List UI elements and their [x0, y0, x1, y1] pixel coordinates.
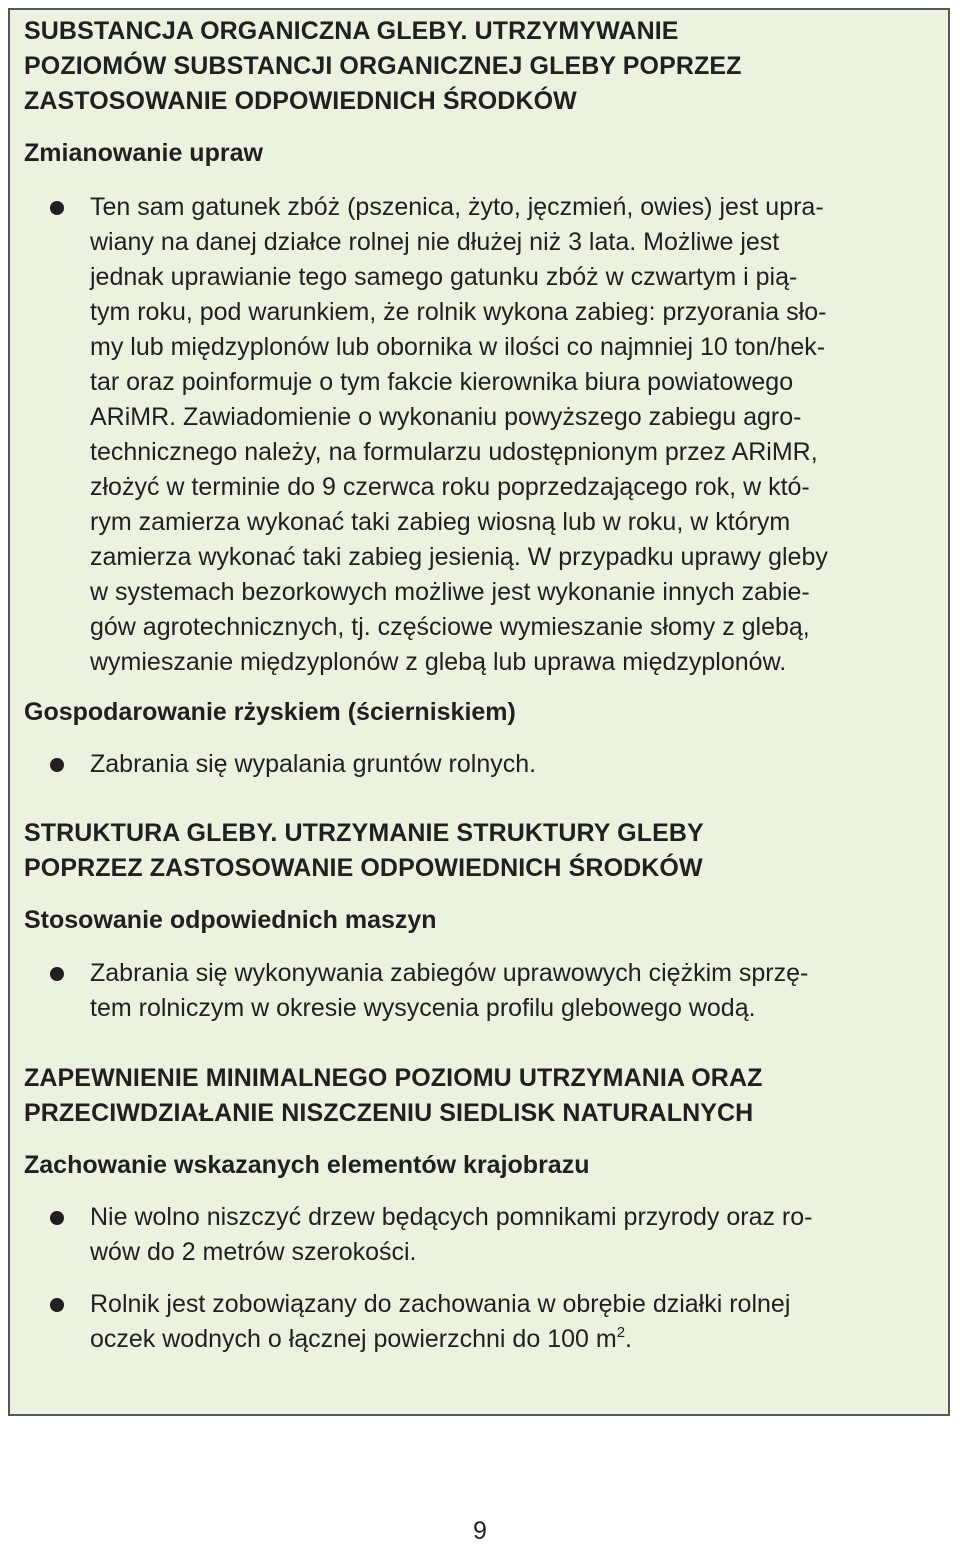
bullet-icon — [50, 967, 64, 981]
subsection-heading-landscape: Zachowanie wskazanych elementów krajobrazu — [24, 1151, 590, 1179]
bullet-icon — [50, 201, 64, 215]
bullet-text-main: Rolnik jest zobowiązany do zachowania w obrębie działki rolnej oczek wodnych o łącznej powierzchni do 100 m — [90, 1290, 791, 1353]
bullet-icon — [50, 1211, 64, 1225]
bullet-text — [90, 1287, 938, 1357]
subsection-heading-stubble: Gospodarowanie rżyskiem (ścierniskiem) — [24, 698, 516, 726]
subsection-heading-machines: Stosowanie odpowiednich maszyn — [24, 906, 437, 934]
section-title-organic-matter: SUBSTANCJA ORGANICZNA GLEBY. UTRZYMYWANIE POZIOMÓW SUBSTANCJI ORGANICZNEJ GLEBY POPRZEZ ZASTOSOWANIE ODPOWIEDNICH ŚRODKÓW — [24, 17, 742, 115]
bullet-text: Nie wolno niszczyć drzew będących pomnikami przyrody oraz ro- wów do 2 metrów szerokości. — [90, 1203, 813, 1266]
bullet-icon — [50, 758, 64, 772]
section-title-soil-structure: STRUKTURA GLEBY. UTRZYMANIE STRUKTURY GLEBY POPRZEZ ZASTOSOWANIE ODPOWIEDNICH ŚRODKÓW — [24, 819, 704, 882]
bullet-text: Zabrania się wykonywania zabiegów uprawowych ciężkim sprzę- tem rolniczym w okresie wysycenia profilu glebowego wodą. — [90, 959, 809, 1022]
superscript: 2 — [616, 1324, 626, 1341]
section-title-habitats: ZAPEWNIENIE MINIMALNEGO POZIOMU UTRZYMANIA ORAZ PRZECIWDZIAŁANIE NISZCZENIU SIEDLISK NATURALNYCH — [24, 1064, 763, 1127]
bullet-text: Ten sam gatunek zbóż (pszenica, żyto, jęczmień, owies) jest upra- wiany na danej działce rolnej nie dłużej niż 3 lata. Możliwe jest jednak uprawianie tego samego gatunku zbóż w czwartym i pią- tym roku, pod warunkiem, że rolnik wykona zabieg: przyorania sło- my lub międzyplonów lub obornika w ilości co najmniej 10 ton/hek- tar oraz poinformuje o tym fakcie kierownika biura powiatowego ARiMR. Zawiadomienie o wykonaniu powyższego zabiegu agro- technicznego należy, na formularzu udostępnionym przez ARiMR, złożyć w terminie do 9 czerwca roku poprzedzającego rok, w któ- rym zamierza wykonać taki zabieg wiosną lub w roku, w którym zamierza wykonać taki zabieg jesienią. W przypadku uprawy gleby w systemach bezorkowych możliwe jest wykonanie innych zabie- gów agrotechnicznych, tj. częściowe wymieszanie słomy z glebą, wymieszanie międzyplonów z glebą lub uprawa międzyplonów. — [90, 193, 828, 676]
bullet-text: Zabrania się wypalania gruntów rolnych. — [90, 750, 537, 778]
bullet-icon — [50, 1298, 64, 1312]
subsection-heading-crop-rotation: Zmianowanie upraw — [24, 139, 263, 167]
bullet-text-end: . — [625, 1325, 632, 1353]
page-number: 9 — [473, 1517, 487, 1545]
